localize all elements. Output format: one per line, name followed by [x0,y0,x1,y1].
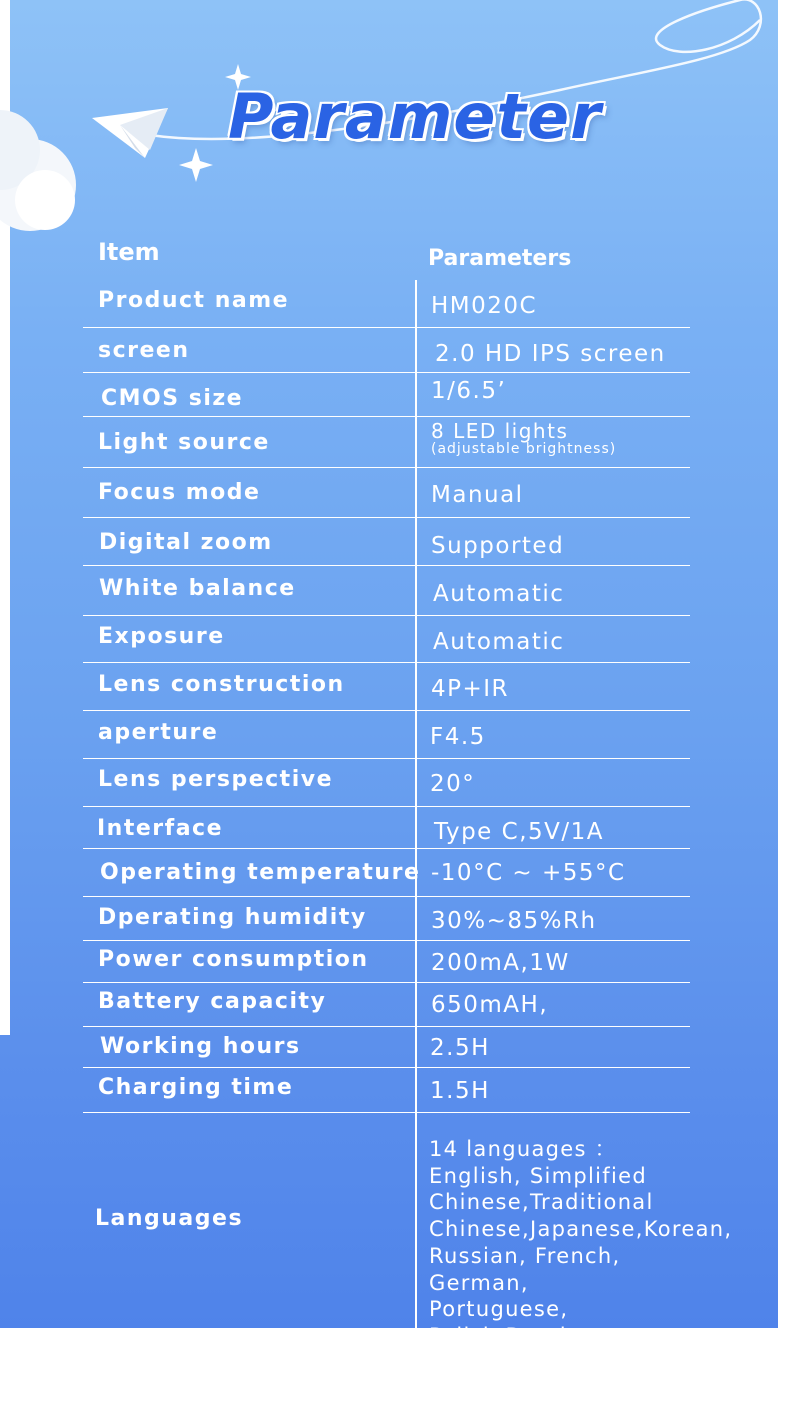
row-label: screen [98,338,190,363]
row-value: HM020C [431,293,538,319]
table-row [83,565,690,616]
sparkle-icon [179,148,213,182]
table-row [83,1112,733,1402]
page-title: Parameter [228,80,602,153]
row-value: Manual [431,482,524,508]
table-row [83,940,690,983]
row-label: White balance [99,576,296,601]
cloud-icon [0,110,76,231]
row-label: Exposure [98,624,225,649]
table-row [83,615,690,663]
row-label: CMOS size [101,386,244,411]
table-row [83,896,690,941]
table-row [83,280,690,328]
row-value: 2.5H [430,1035,490,1061]
row-value: 14 languages ： English, Simplified Chinese,Traditional Chinese,Japanese,Korean, Russian, French, German, Portuguese, Polish,Dutch, Hebrew,Italian, Spanish. [429,1137,733,1402]
row-value: Type C,5V/1A [434,819,604,845]
table-row [83,372,690,417]
table-row [83,982,690,1027]
row-label: Languages [95,1206,244,1231]
table-row [83,467,690,518]
row-label: Operating temperature [100,860,421,885]
row-value: Supported [431,533,565,559]
row-value: Automatic [433,629,565,655]
row-value: Automatic [433,581,565,607]
table-row [83,758,690,807]
row-value: 1.5H [430,1078,490,1104]
row-label: Working hours [100,1034,301,1059]
row-label: Dperating humidity [98,905,367,930]
light-source-value: 8 LED lights [431,419,569,443]
row-label: Digital zoom [99,530,273,555]
paper-plane-icon [92,108,168,158]
table-row [83,848,690,897]
row-label: Lens perspective [98,767,333,792]
table-row [83,710,690,759]
table-row [83,517,690,566]
row-value: 1/6.5’ [431,378,507,404]
row-label: Interface [97,816,224,841]
table-row [83,806,690,849]
row-label: Product name [98,288,290,313]
header-parameters: Parameters [428,246,572,271]
light-source-note: (adjustable brightness) [431,441,617,457]
row-label: Power consumption [98,947,369,972]
row-value: 20° [430,771,476,797]
row-label: aperture [98,720,219,745]
row-value: 30%~85%Rh [431,908,597,934]
table-row [83,1067,690,1113]
row-value [431,419,616,457]
row-value: 200mA,1W [431,950,570,976]
row-value: 2.0 HD IPS screen [435,341,666,367]
row-label: Focus mode [98,480,261,505]
row-label: Light source [98,430,270,455]
row-value: 4P+IR [431,676,510,702]
header-item: Item [98,238,160,266]
row-label: Battery capacity [98,989,327,1014]
table-row [83,327,690,373]
row-value: F4.5 [430,724,486,750]
row-value: 650mAH, [431,992,549,1018]
row-value: -10°C ~ +55°C [431,860,626,886]
table-row [83,662,690,711]
row-label: Charging time [98,1075,294,1100]
row-label: Lens construction [98,672,345,697]
table-row [83,416,690,468]
table-row [83,1026,690,1068]
